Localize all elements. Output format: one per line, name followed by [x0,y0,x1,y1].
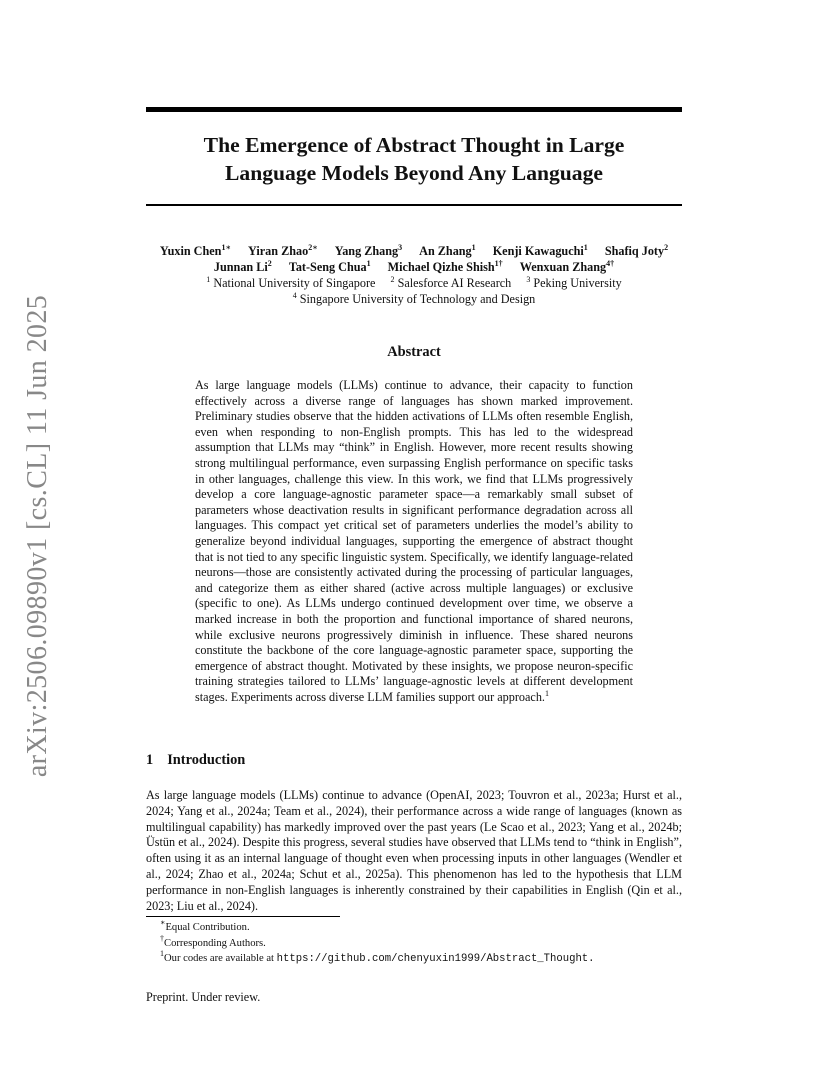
author: Yiran Zhao$^{2∗}$ [248,243,318,258]
code-repository-link[interactable]: https://github.com/chenyuxin1999/Abstract_Thought. [276,953,595,965]
author: Tat-Seng Chua$^1$ [288,259,371,274]
abstract-text: As large language models (LLMs) continue to advance, their capacity to function effectively across a diverse range of languages has shown marked improvement. Preliminary studies observe that the hidden activations of LLMs often resemble English, even when responding to non-English prompts. This has led to the widespread assumption that LLMs may “think” in English. However, more recent results showing strong multilingual performance, even surpassing English performance on specific tasks in other languages, challenge this view. In this work, we find that LLMs progressively develop a core language-agnostic parameter space—a remarkably small subset of parameters whose deactivation results in significant performance degradation across all languages. This compact yet critical set of parameters underlies the model’s ability to generalize beyond individual languages, supporting the emergence of abstract thought that is not tied to any specific linguistic system. Specifically, we identify language-related neurons—those are consistently activated during the processing of particular languages, and categorize them as either shared (active across multiple languages) or exclusive (specific to one). As LLMs undergo continued development over time, we observe a marked increase in both the proportion and functional importance of shared neurons, while exclusive neurons progressively diminish in influence. These shared neurons constitute the backbone of the core language-agnostic parameter space, supporting the emergence of abstract thought. Motivated by these insights, we propose neuron-specific training strategies tailored to LLMs’ language-agnostic levels at different development stages. Experiments across diverse LLM families support our approach. [195,378,633,704]
arxiv-identifier-stamp: arXiv:2506.09890v1 [cs.CL] 11 Jun 2025 [22,294,53,778]
affiliation: $^4$ Singapore University of Technology and Design [292,291,536,306]
footnotes [160,920,595,968]
title-line-2: Language Models Beyond Any Language [225,161,603,185]
title-top-rule [146,107,682,112]
abstract-footnote-mark: 1 [544,688,549,698]
author: Yang Zhang$^3$ [334,243,403,258]
footnote-rule [146,916,340,917]
paper-title [146,131,682,187]
author: An Zhang$^1$ [419,243,476,258]
author: Yuxin Chen$^{1∗}$ [159,243,231,258]
affiliation: $^1$ National University of Singapore [206,275,376,290]
footnote: ∗Equal Contribution. [160,918,250,933]
author-list [120,243,708,275]
introduction-paragraph: As large language models (LLMs) continue to advance (OpenAI, 2023; Touvron et al., 2023a; Hurst et al., 2024; Yang et al., 2024a; Team et al., 2024), their performance across a wide range of languages (known as multilingual capability) has markedly improved over the past years (Le Scao et al., 2023; Yang et al., 2024b; Üstün et al., 2024). Despite this progress, several studies have observed that LLMs tend to “think in English”, often using it as an internal language of thought even when processing inputs in other languages (Wendler et al., 2024; Zhao et al., 2024a; Schut et al., 2025a). This phenomenon has led to the hypothesis that LLM performance in non-English languages is inherently constrained by their capabilities in English (Qin et al., 2023; Liu et al., 2024). [146,788,682,913]
author: Shafiq Joty$^2$ [604,243,669,258]
affiliation-list [120,275,708,307]
section-number: 1 [146,752,154,768]
author: Michael Qizhe Shish$^{1\dagger}$ [387,259,503,274]
title-line-1: The Emergence of Abstract Thought in Large [203,133,625,157]
affiliation-row-1 [120,275,708,291]
author: Wenxuan Zhang$^{4\dagger}$ [519,259,615,274]
footnote: $^1$Our codes are available at https://github.com/chenyuxin1999/Abstract_Thought. [160,949,595,965]
footnote: †Corresponding Authors. [160,933,266,949]
section-heading-introduction [146,752,245,769]
title-bottom-rule [146,204,682,206]
author: Junnan Li$^2$ [213,259,272,274]
preprint-note: Preprint. Under review. [146,990,261,1004]
section-title: Introduction [167,752,246,768]
abstract-heading: Abstract [387,344,441,360]
author-row-2 [120,259,708,275]
affiliation: $^2$ Salesforce AI Research [390,275,512,290]
affiliation: $^3$ Peking University [526,275,622,290]
abstract-body [195,378,633,705]
affiliation-row-2 [120,291,708,307]
author: Kenji Kawaguchi$^1$ [492,243,588,258]
author-row-1 [120,243,708,259]
